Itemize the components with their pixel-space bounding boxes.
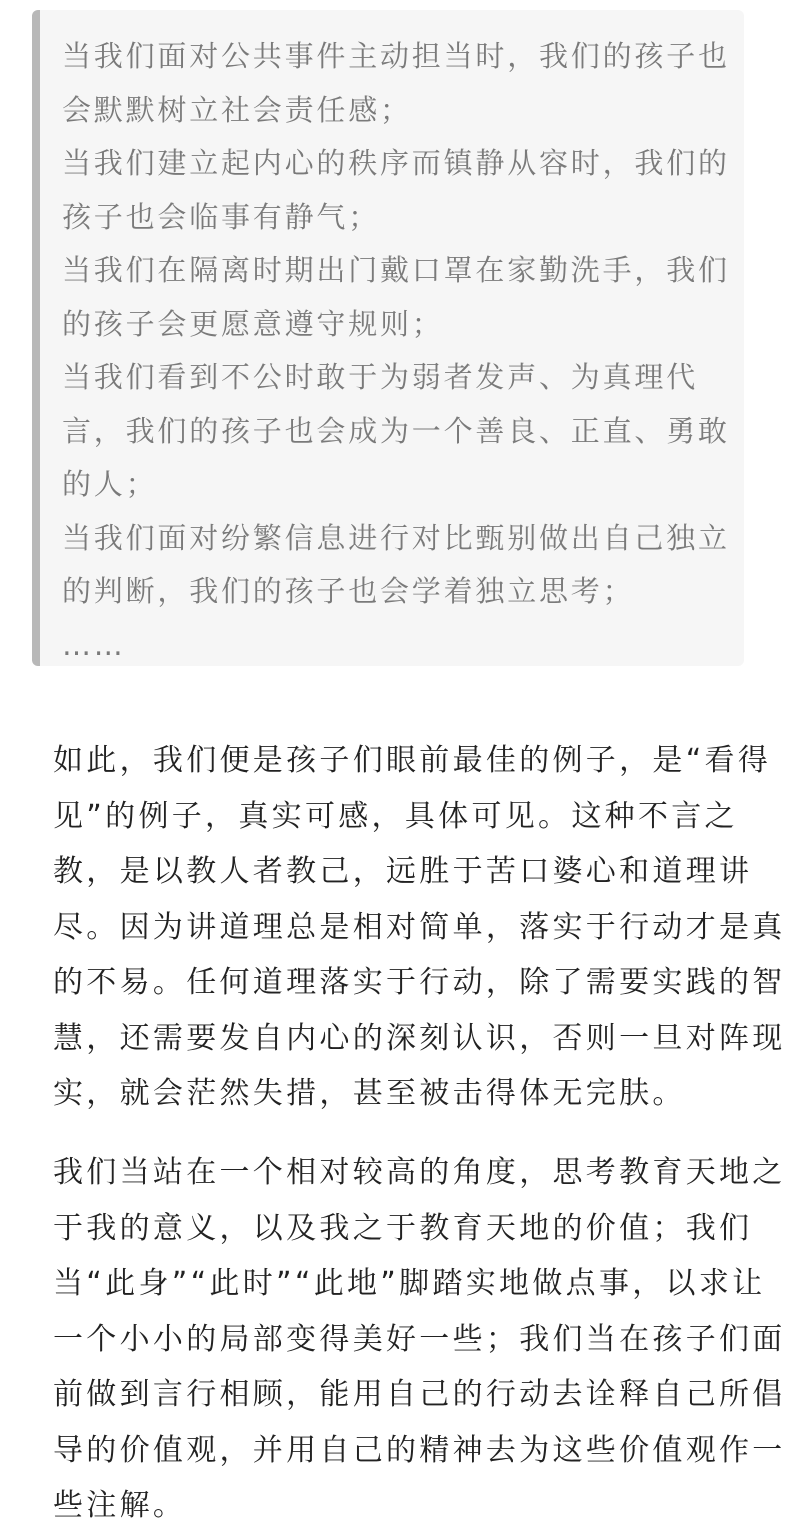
paragraph-line: 导的价值观，并用自己的精神去为这些价值观作一 — [53, 1432, 786, 1468]
quote-line: 当我们建立起内心的秩序而镇静从容时，我们的 — [62, 146, 730, 180]
paragraph-line: 如此，我们便是孩子们眼前最佳的例子，是“看得 — [53, 743, 772, 778]
paragraph-line: 我们当站在一个相对较高的角度，思考教育天地之 — [53, 1155, 786, 1190]
quote-line: 当我们面对纷繁信息进行对比甄别做出自己独立 — [62, 520, 730, 555]
paragraph-2 — [53, 1145, 786, 1534]
paragraph-line: 实，就会茫然失措，甚至被击得体无完肤。 — [53, 1076, 686, 1111]
paragraph-1 — [53, 733, 786, 1122]
paragraph-line: 慧，还需要发自内心的深刻认识，否则一旦对阵现 — [53, 1020, 786, 1056]
quote-line: 言，我们的孩子也会成为一个善良、正直、勇敢 — [62, 413, 730, 448]
paragraph-line: 的不易。任何道理落实于行动，除了需要实践的智 — [53, 965, 786, 1000]
quote-line: 当我们面对公共事件主动担当时，我们的孩子也 — [62, 39, 730, 73]
paragraph-line: 些注解。 — [53, 1488, 187, 1523]
quote-line: 孩子也会临事有静气； — [62, 199, 381, 234]
quote-line: 的孩子会更愿意遵守规则； — [62, 306, 444, 341]
paragraph-line: 前做到言行相顾，能用自己的行动去诠释自己所倡 — [53, 1377, 786, 1412]
blockquote — [32, 10, 744, 666]
quote-line: 当我们在隔离时期出门戴口罩在家勤洗手，我们 — [62, 253, 730, 287]
paragraph-line: 一个小小的局部变得美好一些；我们当在孩子们面 — [53, 1321, 786, 1357]
paragraph-line: 见”的例子，真实可感，具体可见。这种不言之 — [53, 798, 738, 834]
quote-line: 的判断，我们的孩子也会学着独立思考； — [62, 574, 635, 608]
paragraph-line: 于我的意义，以及我之于教育天地的价值；我们 — [53, 1210, 753, 1246]
paragraph-line: 当“此身”“此时”“此地”脚踏实地做点事，以求让 — [53, 1266, 766, 1301]
quote-line: 会默默树立社会责任感； — [62, 92, 412, 127]
quote-ellipsis: …… — [62, 627, 126, 662]
paragraph-line: 教，是以教人者教己，远胜于苦口婆心和道理讲 — [53, 854, 753, 889]
quote-line: 当我们看到不公时敢于为弱者发声、为真理代 — [62, 360, 699, 394]
quote-line: 的人； — [62, 467, 158, 501]
paragraph-line: 尽。因为讲道理总是相对简单，落实于行动才是真 — [53, 909, 786, 945]
